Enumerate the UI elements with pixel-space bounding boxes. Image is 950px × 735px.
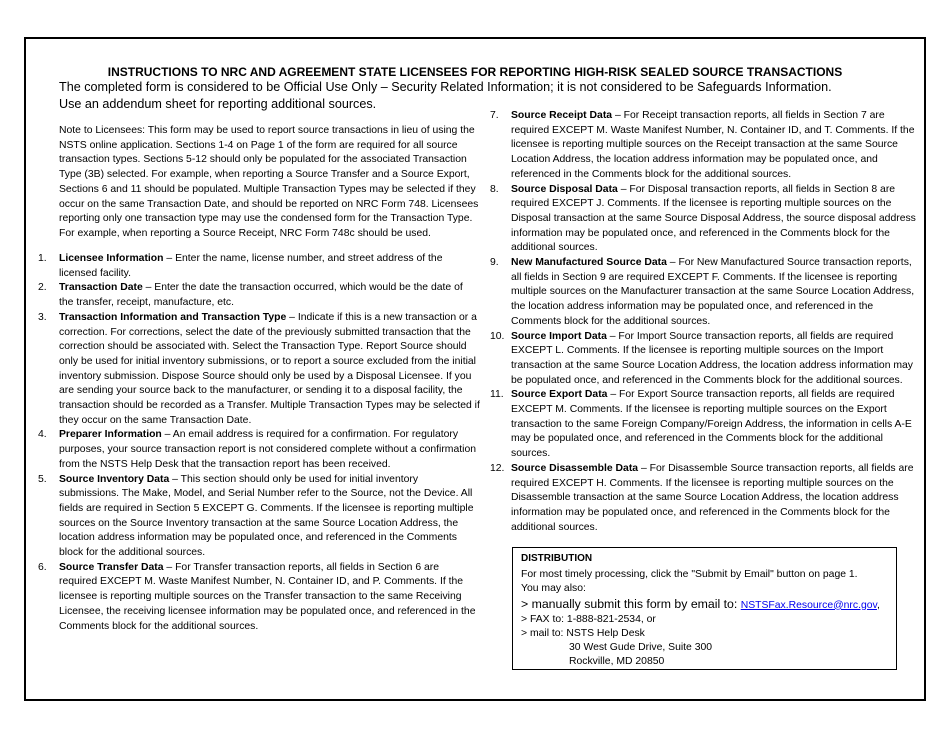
addendum-notice: Use an addendum sheet for reporting additional sources.: [59, 97, 377, 111]
fax-option: > FAX to: 1-888-821-2534, or: [521, 613, 656, 625]
instruction-item: [38, 252, 480, 281]
item-label: Preparer Information: [59, 429, 162, 441]
instruction-item: [490, 330, 918, 389]
email-link[interactable]: NSTSFax.Resource@nrc.gov: [740, 599, 877, 611]
distribution-instructions: For most timely processing, click the "Submit by Email" button on page 1.: [521, 569, 858, 581]
instructions-left-column: [38, 252, 480, 634]
item-text: – For Disposal transaction reports, all fields in Section 8 are required EXCEPT J. Comments. If the licensee is reporting multiple sources on the Disposal transaction at the same Source Disposal Address, the source disposal address information may be populated once, and referenced in the Comments block for the additional sources.: [511, 183, 916, 254]
mail-address-line2: Rockville, MD 20850: [569, 656, 665, 668]
item-text: – For Transfer transaction reports, all fields in Section 6 are required EXCEPT M. Waste Manifest Number, N. Container ID, and P. Comments. If the licensee is reporting multiple sources on the Transfer transaction to the same Receiving Licensee, the receiving licensee information may be populated once, and referenced in the Comments block for the additional sources.: [59, 561, 476, 632]
item-text: – For Receipt transaction reports, all fields in Section 7 are required EXCEPT M. Waste Manifest Number, N. Container ID, and T. Comments. If the licensee is reporting multiple sources on the Receipt transaction at the same Source Location Address, the location address information may be populated once, and referenced in the Comments block for the additional sources.: [511, 110, 915, 180]
instruction-item: [38, 311, 480, 429]
item-text: – An email address is required for a confirmation. For regulatory purposes, your source transaction report is not considered complete without a confirmation from the NSTS Help Desk that the transaction report has been received.: [59, 429, 476, 470]
instruction-item: [38, 561, 480, 635]
item-number: 9.: [490, 257, 499, 269]
instruction-item: [490, 462, 918, 536]
page-title: INSTRUCTIONS TO NRC AND AGREEMENT STATE LICENSEES FOR REPORTING HIGH-RISK SEALED SOURCE TRANSACTIONS: [107, 65, 843, 79]
item-text: – For Disassemble Source transaction reports, all fields are required EXCEPT H. Comments. If the licensee is reporting multiple sources on the Disassemble transaction at the same Source Location Address, the location address information may be populated once, and referenced in the Comments block for the additional sources.: [511, 462, 914, 533]
item-number: 2.: [38, 282, 47, 294]
note-to-licensees: Note to Licensees: This form may be used to report source transactions in lieu of using the NSTS online application. Sections 1-4 on Page 1 of the form are required for all source transaction types. Sections 5-12 should only be populated for the associated Transaction Type (3B) selected. For example, when reporting a Source Transfer and a Source Export, Sections 6 and 11 should be populated. Multiple Transaction Types may be selected if they occur on the same Transaction Date, and should be reported on NRC Form 748. Licensees reporting only one transaction type may use the condensed form for the Transaction Type. For example, when reporting a Source Receipt, NRC Form 748c should be used.: [59, 125, 479, 239]
item-text: – For Import Source transaction reports, all fields are required EXCEPT L. Comments. If the licensee is reporting multiple sources on the Import transaction at the same Source Location Address, the location address information may be populated once, and referenced in the Comments block for the additional sources.: [511, 330, 913, 386]
item-text: – Indicate if this is a new transaction or a correction. For corrections, select the date of the previously submitted transaction that the correction should be associated with. Select the Transaction Type. Report Source should only be used for initial inventory submissions, or to report a source excluded from the initial inventory submission. Dispose Source should only be used by a Disposal Licensee. If you are sending your source back to the manufacturer, or sending it to a disposal facility, the transaction should be recorded as a Transfer. Multiple Transaction Types may be selected if they occur on the same Transaction Date.: [59, 311, 480, 426]
item-number: 3.: [38, 311, 47, 323]
item-text: – For New Manufactured Source transaction reports, all fields in Section 9 are required EXCEPT F. Comments. If the licensee is reporting multiple sources on the Manufacturer transaction at the same Source Location Address, the location address information may be populated once, and referenced in the Comments block for the additional sources.: [511, 257, 915, 327]
item-label: Transaction Date: [59, 282, 143, 294]
email-suffix: ,: [876, 599, 880, 611]
distribution-box: [512, 547, 897, 670]
instruction-item: [38, 473, 480, 561]
instruction-item: [490, 388, 918, 462]
item-label: Source Import Data: [511, 330, 607, 342]
mail-address-line1: 30 West Gude Drive, Suite 300: [569, 642, 713, 654]
item-number: 1.: [38, 253, 47, 264]
item-label: Source Disassemble Data: [511, 462, 639, 474]
item-number: 4.: [38, 429, 47, 441]
security-notice: The completed form is considered to be Official Use Only – Security Related Information; it is not considered to be Safeguards Information.: [59, 80, 832, 94]
instruction-item: [38, 281, 480, 310]
item-label: Source Inventory Data: [59, 473, 170, 485]
item-text: – Enter the date the transaction occurred, which would be the date of the transfer, receipt, manufacture, etc.: [59, 282, 463, 309]
item-label: Source Transfer Data: [59, 561, 164, 573]
distribution-heading: DISTRIBUTION: [521, 553, 593, 564]
instruction-item: [490, 109, 918, 183]
item-number: 10.: [490, 330, 505, 342]
instructions-right-column: [490, 109, 918, 535]
email-option: [521, 597, 888, 613]
distribution-options-label: You may also:: [521, 583, 586, 595]
item-label: Source Disposal Data: [511, 183, 618, 195]
item-number: 7.: [490, 110, 499, 121]
item-number: 11.: [490, 389, 504, 401]
item-number: 8.: [490, 183, 499, 195]
instruction-item: [38, 428, 480, 472]
instruction-item: [490, 256, 918, 330]
mail-option: > mail to: NSTS Help Desk: [521, 628, 645, 640]
email-prefix: > manually submit this form by email to:: [521, 596, 741, 611]
item-text: – Enter the name, license number, and street address of the licensed facility.: [59, 253, 443, 279]
item-text: – For Export Source transaction reports, all fields are required EXCEPT M. Comments. If the licensee is reporting multiple sources on the Export transaction to the same Foreign Company/Foreign Address, the information in cells A-E may be populated once, and referenced in the Comments block for the additional sources.: [511, 389, 912, 460]
item-number: 5.: [38, 473, 47, 485]
item-number: 6.: [38, 561, 47, 573]
item-label: Licensee Information: [59, 253, 164, 264]
item-label: Source Receipt Data: [511, 110, 613, 121]
item-text: – This section should only be used for initial inventory submissions. The Make, Model, and Serial Number refer to the Source, not the Device. All fields are required in Section 5 EXCEPT G. Comments. If the licensee is reporting multiple sources on the Source Inventory transaction at the same Source Location Address, the location address information may be populated once, and referenced in the Comments block for the additional sources.: [59, 473, 474, 559]
item-number: 12.: [490, 462, 505, 474]
instruction-item: [490, 183, 918, 257]
item-label: Source Export Data: [511, 389, 608, 401]
item-label: Transaction Information and Transaction Type: [59, 311, 287, 323]
item-label: New Manufactured Source Data: [511, 257, 667, 269]
